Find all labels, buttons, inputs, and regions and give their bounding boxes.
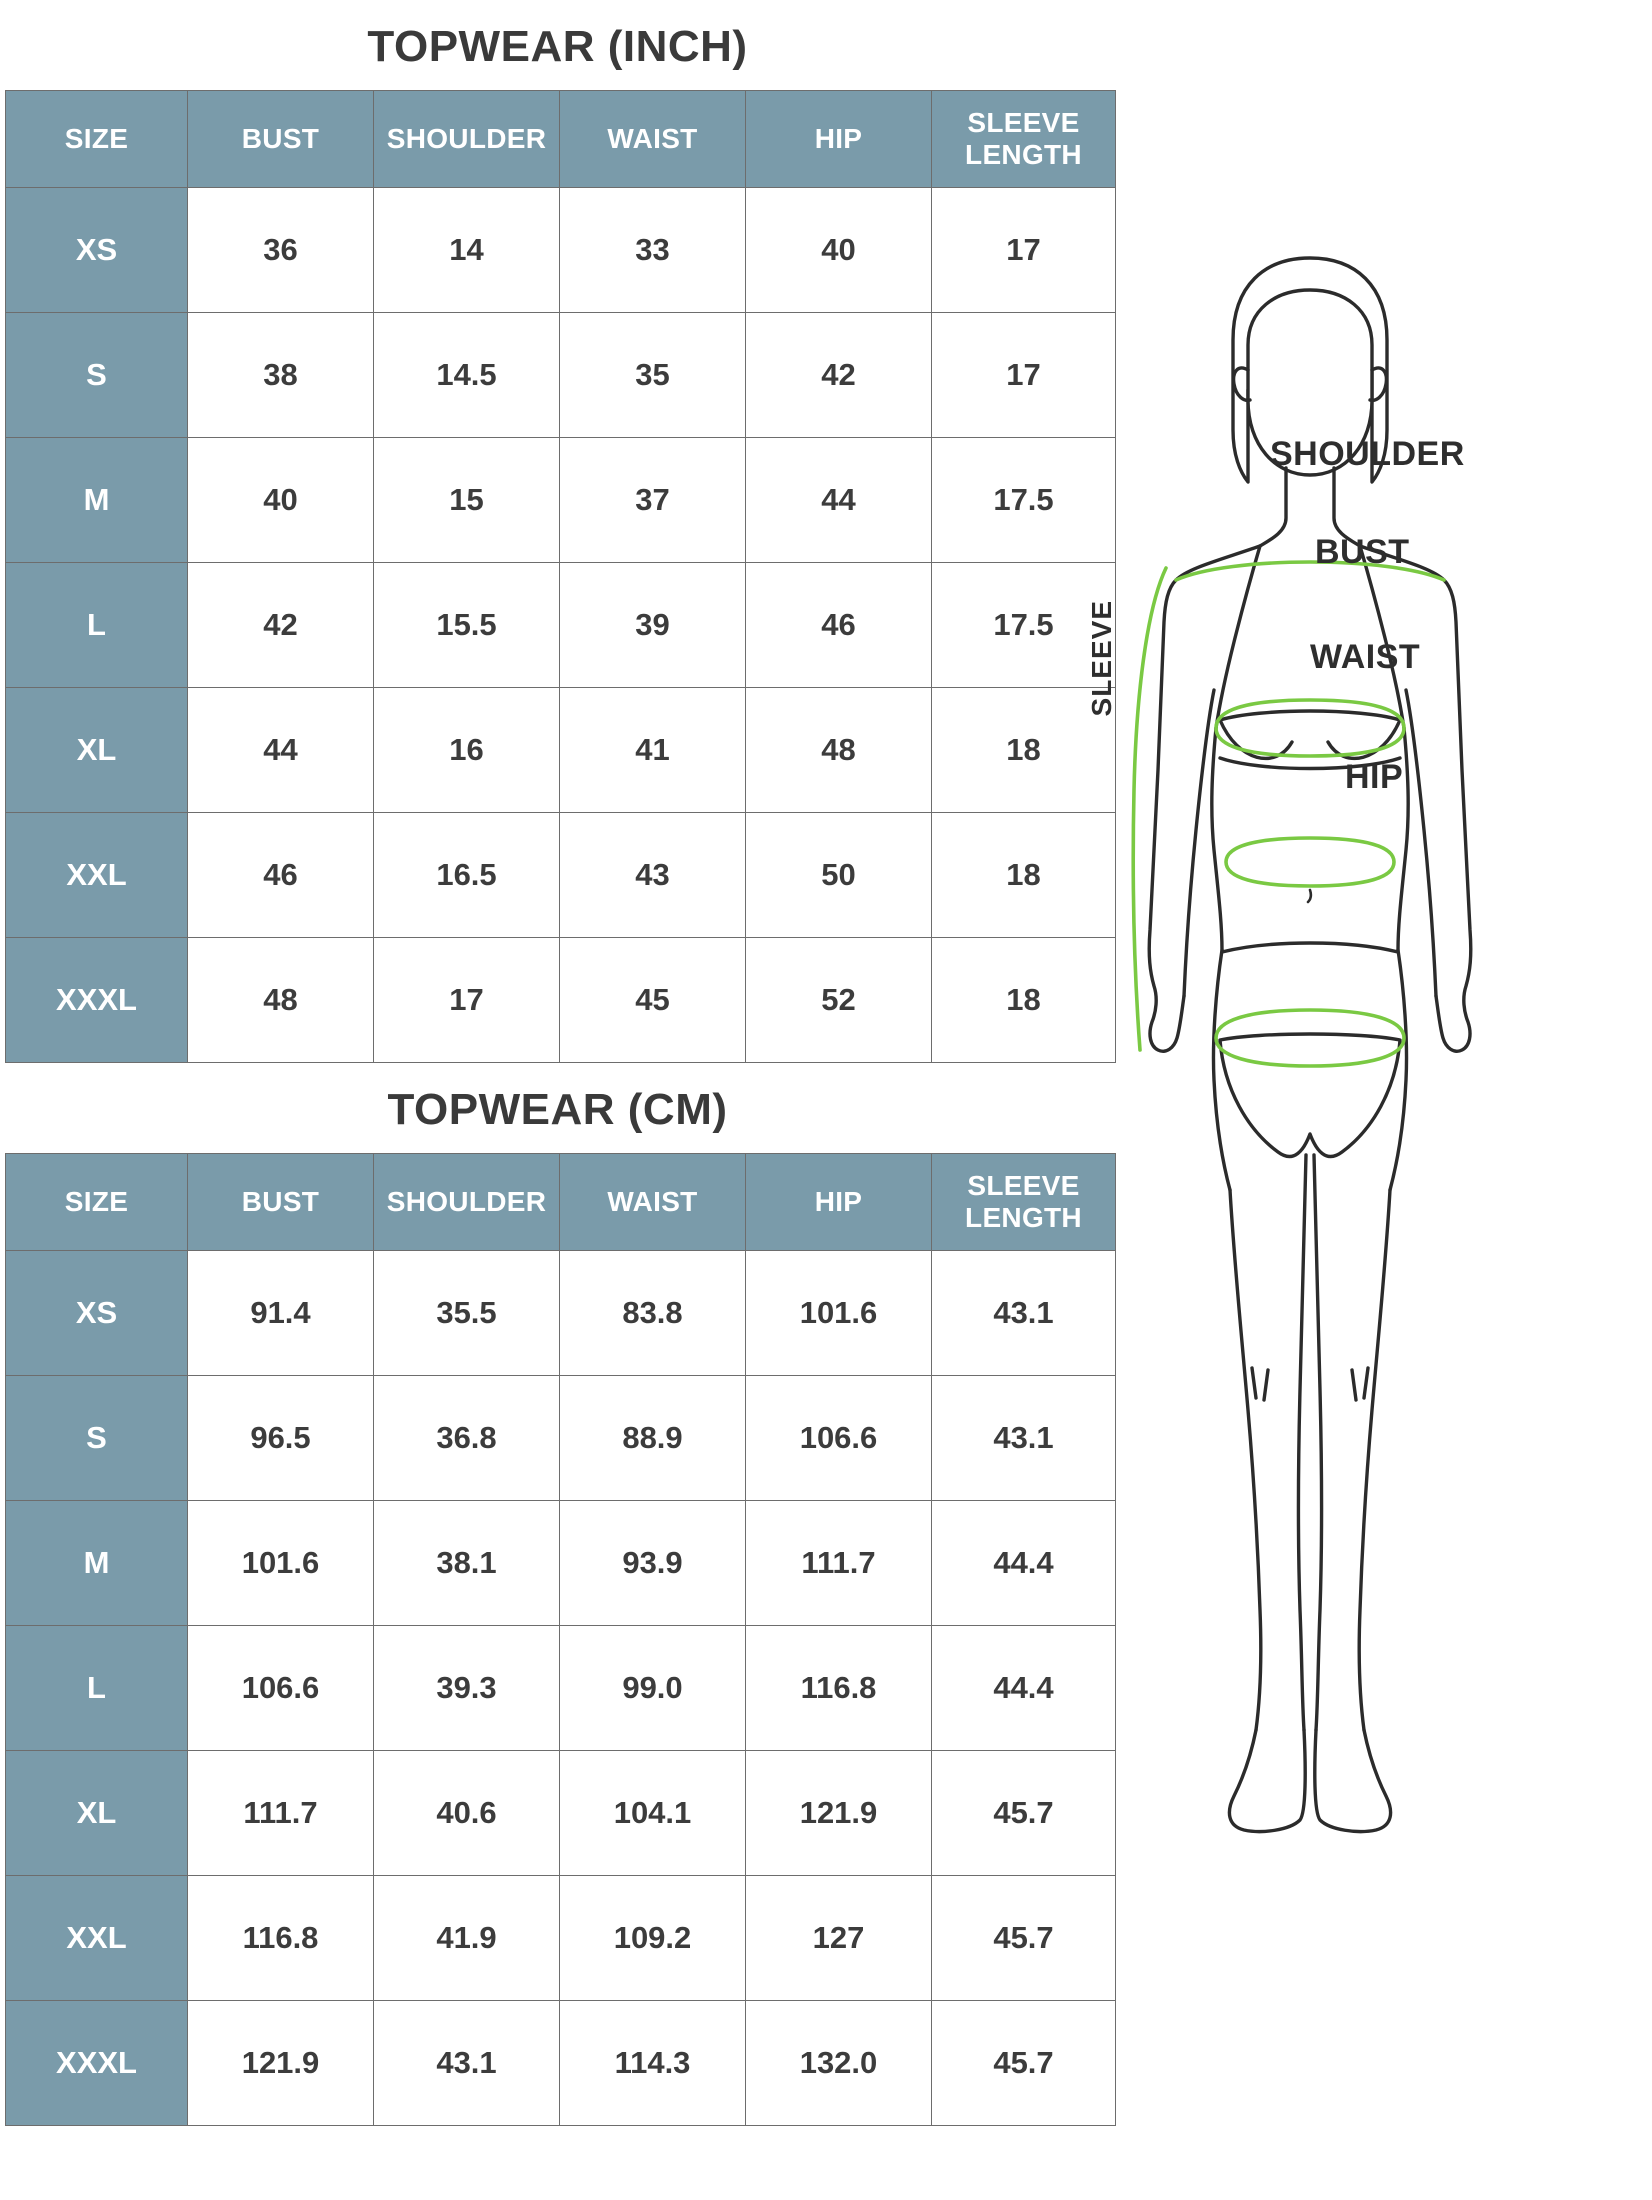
cell-size: XXXL [6,2001,188,2126]
cell-shoulder: 14.5 [374,313,560,438]
size-table-cm [5,1153,1116,2126]
cell-sleeve-length: 18 [932,938,1116,1063]
column-header-hip: HIP [746,91,932,188]
cell-bust: 91.4 [188,1251,374,1376]
cell-waist: 43 [560,813,746,938]
cell-shoulder: 16.5 [374,813,560,938]
arm-right-inner [1406,690,1436,996]
cell-size: XL [6,688,188,813]
cell-bust: 116.8 [188,1876,374,2001]
body-measurement-figure [1086,250,1650,1950]
figure-label-bust: BUST [1315,533,1410,571]
cell-bust: 48 [188,938,374,1063]
table-row [6,813,1116,938]
cell-size: S [6,1376,188,1501]
cell-waist: 93.9 [560,1501,746,1626]
cell-sleeve-length: 18 [932,688,1116,813]
female-body-diagram [1110,250,1650,1950]
table-row [6,1251,1116,1376]
cell-bust: 111.7 [188,1751,374,1876]
column-header-waist: WAIST [560,1154,746,1251]
table-row [6,938,1116,1063]
column-header-waist: WAIST [560,91,746,188]
cell-bust: 101.6 [188,1501,374,1626]
cell-hip: 46 [746,563,932,688]
torso-right-upper [1360,546,1404,728]
figure-label-hip: HIP [1345,758,1404,796]
cell-sleeve-length: 44.4 [932,1501,1116,1626]
cell-hip: 40 [746,188,932,313]
cell-hip: 132.0 [746,2001,932,2126]
torso-left-upper [1216,546,1260,728]
table-row [6,438,1116,563]
cell-sleeve-length: 43.1 [932,1251,1116,1376]
table-row [6,1876,1116,2001]
cell-hip: 121.9 [746,1751,932,1876]
cell-shoulder: 35.5 [374,1251,560,1376]
cell-shoulder: 17 [374,938,560,1063]
cell-bust: 121.9 [188,2001,374,2126]
cell-hip: 116.8 [746,1626,932,1751]
column-header-bust: BUST [188,91,374,188]
table-row [6,688,1116,813]
neck-left [1260,468,1286,546]
size-table-inch [5,90,1116,1063]
table-row [6,1501,1116,1626]
cell-waist: 109.2 [560,1876,746,2001]
brief-shape [1220,1034,1400,1157]
cell-bust: 40 [188,438,374,563]
cell-hip: 44 [746,438,932,563]
cell-bust: 38 [188,313,374,438]
column-header-size: SIZE [6,1154,188,1251]
cell-bust: 44 [188,688,374,813]
cell-sleeve-length: 45.7 [932,2001,1116,2126]
cell-sleeve-length: 45.7 [932,1751,1116,1876]
cell-bust: 42 [188,563,374,688]
cell-sleeve-length: 17.5 [932,438,1116,563]
cell-size: M [6,1501,188,1626]
cell-shoulder: 39.3 [374,1626,560,1751]
column-header-bust: BUST [188,1154,374,1251]
cell-size: XS [6,188,188,313]
column-header-shoulder: SHOULDER [374,91,560,188]
cell-shoulder: 38.1 [374,1501,560,1626]
cell-sleeve-length: 45.7 [932,1876,1116,2001]
cell-bust: 46 [188,813,374,938]
cell-waist: 35 [560,313,746,438]
leg-left-inner [1299,1155,1307,1730]
figure-label-waist: WAIST [1310,638,1421,676]
table-row [6,1626,1116,1751]
cell-shoulder: 43.1 [374,2001,560,2126]
cell-waist: 104.1 [560,1751,746,1876]
cell-bust: 96.5 [188,1376,374,1501]
cell-sleeve-length: 18 [932,813,1116,938]
waist-measure-line [1226,838,1394,886]
cell-hip: 111.7 [746,1501,932,1626]
cell-waist: 99.0 [560,1626,746,1751]
figure-label-sleeve: SLEEVE [1086,600,1117,717]
bust-measure-line [1216,700,1404,756]
column-header-size: SIZE [6,91,188,188]
bra-band [1220,711,1400,720]
sleeve-measure-line [1133,568,1166,1050]
cell-waist: 37 [560,438,746,563]
cell-size: XXL [6,1876,188,2001]
arm-right-outline [1360,546,1471,1051]
column-header-hip: HIP [746,1154,932,1251]
knee-right-mark-a [1364,1368,1368,1398]
cell-size: L [6,1626,188,1751]
cell-size: XXL [6,813,188,938]
cell-waist: 41 [560,688,746,813]
table-row [6,188,1116,313]
table-row [6,1751,1116,1876]
table-row [6,2001,1116,2126]
cell-sleeve-length: 43.1 [932,1376,1116,1501]
arm-left-inner [1184,690,1214,996]
cell-shoulder: 41.9 [374,1876,560,2001]
cell-shoulder: 15 [374,438,560,563]
cell-hip: 106.6 [746,1376,932,1501]
brief-waistband [1222,943,1398,952]
cell-shoulder: 14 [374,188,560,313]
leg-left-outer [1230,1190,1261,1730]
leg-right-outer [1359,1190,1390,1730]
cell-waist: 45 [560,938,746,1063]
cell-hip: 42 [746,313,932,438]
foot-left [1229,1730,1305,1832]
cell-waist: 33 [560,188,746,313]
cell-size: XL [6,1751,188,1876]
cell-bust: 106.6 [188,1626,374,1751]
table-title-cm: TOPWEAR (CM) [387,1085,728,1134]
table-row [6,1376,1116,1501]
arm-left-outline [1149,546,1260,1051]
cell-size: XXXL [6,938,188,1063]
table-header-row [6,91,1116,188]
cell-shoulder: 40.6 [374,1751,560,1876]
cell-waist: 39 [560,563,746,688]
knee-left-mark-a [1252,1368,1256,1398]
cell-waist: 83.8 [560,1251,746,1376]
cell-bust: 36 [188,188,374,313]
cell-sleeve-length: 17 [932,188,1116,313]
cell-sleeve-length: 17.5 [932,563,1116,688]
column-header-shoulder: SHOULDER [374,1154,560,1251]
cell-waist: 114.3 [560,2001,746,2126]
cell-shoulder: 16 [374,688,560,813]
waist-left [1212,728,1222,950]
navel [1308,890,1311,902]
cell-hip: 101.6 [746,1251,932,1376]
table-row [6,313,1116,438]
cell-hip: 52 [746,938,932,1063]
cell-waist: 88.9 [560,1376,746,1501]
cell-size: XS [6,1251,188,1376]
column-header-sleeve-length: SLEEVE LENGTH [932,91,1116,188]
cell-shoulder: 36.8 [374,1376,560,1501]
knee-right-mark-b [1352,1370,1356,1400]
figure-label-shoulder: SHOULDER [1270,435,1465,473]
cell-shoulder: 15.5 [374,563,560,688]
cell-size: M [6,438,188,563]
cell-size: L [6,563,188,688]
cell-size: S [6,313,188,438]
cell-hip: 50 [746,813,932,938]
knee-left-mark-b [1264,1370,1268,1400]
cell-hip: 48 [746,688,932,813]
cell-sleeve-length: 44.4 [932,1626,1116,1751]
cell-hip: 127 [746,1876,932,2001]
table-title-inch: TOPWEAR (INCH) [367,22,748,71]
table-header-row [6,1154,1116,1251]
table-row [6,563,1116,688]
foot-right [1315,1730,1391,1832]
leg-right-inner [1314,1155,1322,1730]
cell-sleeve-length: 17 [932,313,1116,438]
column-header-sleeve-length: SLEEVE LENGTH [932,1154,1116,1251]
